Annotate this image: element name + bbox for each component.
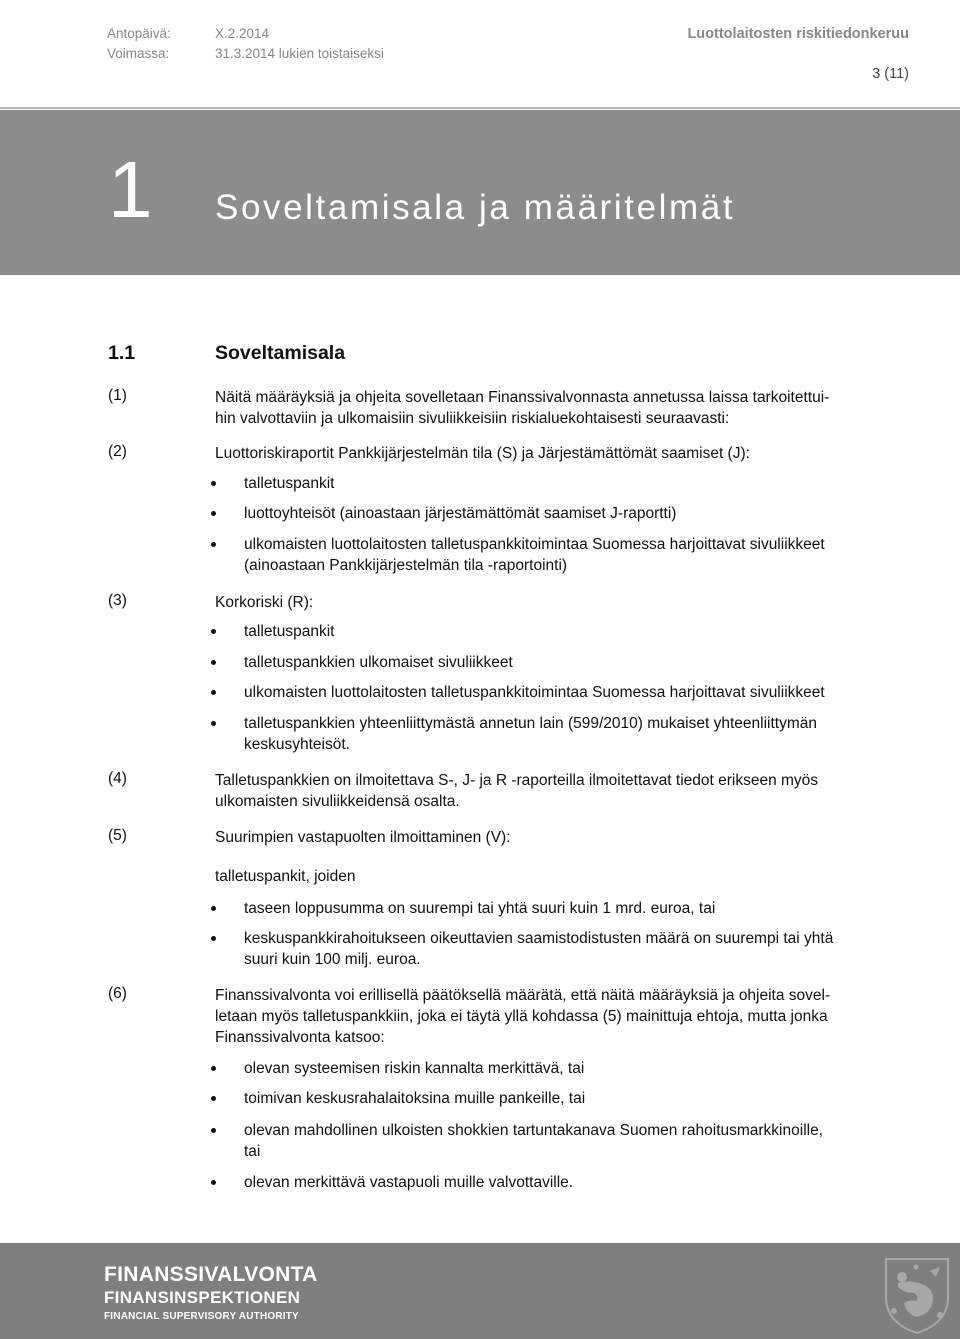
page-number: 3 (11) [872, 66, 909, 82]
paragraph-4-line-1: Talletuspankkien on ilmoitettava S-, J- ja R -raporteilla ilmoitettavat tiedot erikseen myös [215, 772, 819, 789]
bullet-icon [211, 629, 216, 634]
chapter-number: 1 [108, 145, 153, 234]
logo-finansinspektionen: FINANSINSPEKTIONEN [104, 1288, 301, 1307]
page-header [0, 0, 960, 108]
paragraph-3-text: Korkoriski (R): [215, 594, 314, 611]
bullet-icon [211, 481, 216, 486]
voimassa-value: 31.3.2014 lukien toistaiseksi [215, 46, 384, 61]
bullet-icon [211, 906, 216, 911]
paragraph-2-number: (2) [108, 443, 127, 460]
document-title: Luottolaitosten riskitiedonkeruu [687, 26, 909, 42]
bullet-icon [211, 1128, 216, 1133]
paragraph-5-subtext: talletuspankit, joiden [215, 868, 356, 885]
page-footer [0, 1243, 960, 1339]
bullet-icon [211, 542, 216, 547]
section-title: Soveltamisala [215, 342, 346, 364]
paragraph-1-number: (1) [108, 387, 127, 404]
bullet-icon [211, 1066, 216, 1071]
bullet-icon [211, 721, 216, 726]
section-number: 1.1 [108, 342, 136, 364]
paragraph-1-text [215, 387, 905, 429]
paragraph-4-text [215, 770, 905, 812]
paragraph-1-line-1: Näitä määräyksiä ja ohjeita sovelletaan Finanssivalvonnasta annetussa laissa tarkoitettui- [215, 389, 830, 406]
paragraph-6-line-1: Finanssivalvonta voi erillisellä päätöksellä määrätä, että näitä määräyksiä ja ohjeita sovel- [215, 987, 831, 1004]
bullet-icon [211, 511, 216, 516]
logo-finanssivalvonta: FINANSSIVALVONTA [104, 1263, 318, 1286]
paragraph-3-number: (3) [108, 592, 127, 609]
bullet-icon [211, 936, 216, 941]
paragraph-2-text: Luottoriskiraportit Pankkijärjestelmän tila (S) ja Järjestämättömät saamiset (J): [215, 445, 750, 462]
chapter-title: Soveltamisala ja määritelmät [215, 188, 736, 227]
voimassa-label: Voimassa: [107, 46, 170, 61]
paragraph-6-line-2: letaan myös talletuspankkiin, joka ei täytä yllä kohdassa (5) mainittuja ehtoja, mutta jonka [215, 1008, 828, 1025]
paragraph-1-line-2: hin valvottaviin ja ulkomaisiin sivuliikkeisiin riskialuekohtaisesti seuraavasti: [215, 410, 730, 427]
paragraph-4-number: (4) [108, 770, 127, 787]
lion-crest-icon [880, 1253, 954, 1335]
header-divider [0, 107, 960, 109]
paragraph-6-text [215, 985, 905, 1048]
paragraph-4-line-2: ulkomaisten sivuliikkeidensä osalta. [215, 793, 460, 810]
paragraph-6-number: (6) [108, 985, 127, 1002]
paragraph-6-line-3: Finanssivalvonta katsoo: [215, 1029, 385, 1046]
antopaiva-value: X.2.2014 [215, 26, 270, 41]
paragraph-5-text: Suurimpien vastapuolten ilmoittaminen (V): [215, 829, 511, 846]
bullet-icon [211, 690, 216, 695]
bullet-icon [211, 1180, 216, 1185]
chapter-banner [0, 110, 960, 275]
paragraph-5-number: (5) [108, 827, 127, 844]
bullet-icon [211, 660, 216, 665]
bullet-icon [211, 1096, 216, 1101]
logo-fsa: FINANCIAL SUPERVISORY AUTHORITY [104, 1311, 299, 1322]
antopaiva-label: Antopäivä: [107, 26, 171, 41]
